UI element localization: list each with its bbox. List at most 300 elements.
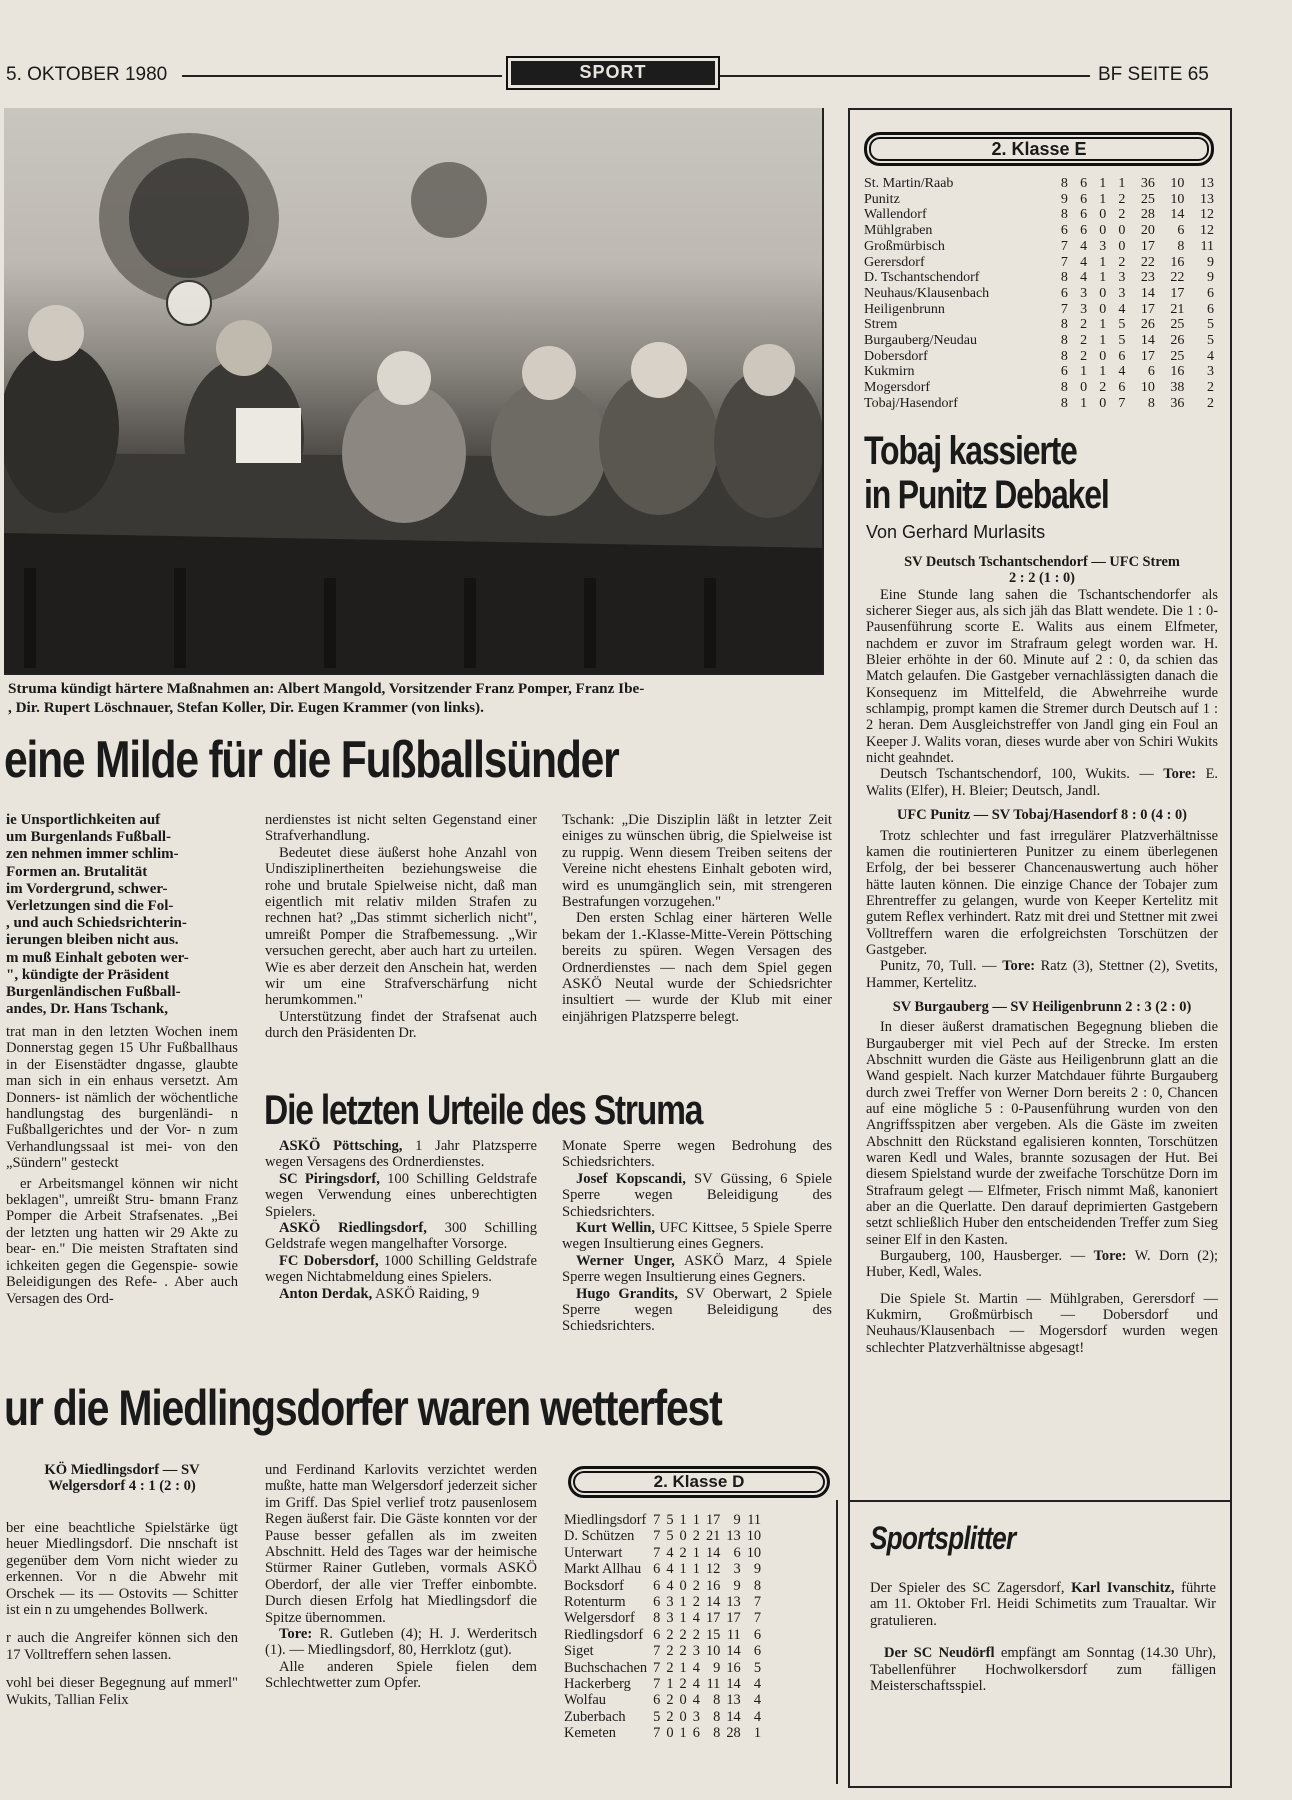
- standings-row: [864, 207, 1214, 223]
- team-name: Rotenturm: [564, 1594, 626, 1611]
- article-tobaj: [866, 554, 1218, 1356]
- right-column-divider: [848, 1500, 1230, 1502]
- lead-line: , und auch Schiedsrichterin-: [6, 915, 187, 932]
- stat-cell: 11: [726, 1626, 741, 1643]
- stat-cell: 0: [1099, 223, 1107, 239]
- stat-cell: 8: [1060, 395, 1068, 411]
- team-name: Dobersdorf: [864, 348, 928, 364]
- stat-cell: 5: [753, 1659, 762, 1676]
- paragraph: [866, 958, 1218, 991]
- standings-row: [564, 1512, 761, 1528]
- stat-cell: 4: [1207, 348, 1214, 364]
- stat-cell: 14: [726, 1676, 741, 1693]
- stat-cell: 1: [679, 1561, 687, 1578]
- stat-cell: 6: [1080, 191, 1088, 207]
- stat-cell: 10: [746, 1528, 762, 1545]
- stat-cell: 17: [705, 1512, 721, 1528]
- stat-cell: 4: [692, 1659, 700, 1676]
- team-name: Tobaj/Hasendorf: [864, 395, 958, 411]
- stat-cell: 10: [1170, 176, 1185, 191]
- stat-cell: 6: [733, 1544, 741, 1561]
- verdict-name: Werner Unger,: [576, 1252, 675, 1269]
- stat-cell: 8: [713, 1692, 721, 1709]
- paragraph: Alle anderen Spiele fielen dem Schlechtwetter zum Opfer.: [265, 1658, 537, 1692]
- headline-main: eine Milde für die Fußballsünder: [4, 731, 619, 789]
- stat-cell: 25: [1140, 191, 1155, 207]
- team-name: Unterwart: [564, 1544, 623, 1561]
- standings-row: [564, 1545, 761, 1561]
- team-name: Markt Allhau: [564, 1561, 642, 1578]
- stat-cell: 28: [1140, 207, 1155, 223]
- team-name: Kukmirn: [864, 364, 915, 380]
- verdict-text: Monate Sperre wegen Bedrohung des Schiedsrichters.: [562, 1138, 832, 1171]
- page-date: 5. OKTOBER 1980: [6, 64, 168, 85]
- stat-cell: 6: [1118, 348, 1126, 364]
- paragraph: Die Spiele St. Martin — Mühlgraben, Gerersdorf — Kukmirn, Großmürbisch — Dobersdorf und Neuhaus/Klausenbach — Mogersdorf wurden wegen schlechter Platzverhältnisse abgesagt!: [866, 1290, 1218, 1356]
- stat-cell: 6: [653, 1692, 661, 1709]
- stat-cell: 22: [1140, 254, 1155, 270]
- stat-cell: 38: [1170, 380, 1185, 396]
- stat-cell: 0: [1099, 395, 1107, 411]
- paragraph: Den ersten Schlag einer härteren Welle bekam der 1.-Klasse-Mitte-Verein Pöttsching bereits zu spüren. Wegen Versagen des Ordnerdienstes — nach dem Spiel gegen ASKÖ Neutal wurde der Schiedsrichter insultiert — wurde der Klub mit einer einjährigen Platzsperre belegt.: [562, 910, 832, 1025]
- stat-cell: 11: [706, 1676, 721, 1693]
- article-wetter-col2: [265, 1462, 537, 1692]
- stat-cell: 9: [1207, 254, 1214, 270]
- paragraph: ber eine beachtliche Spielstärke ügt heuer Miedlingsdorf. Die nnschaft ist gegenüber dem Vorn nicht wieder zu erkennen. Vor n die Abwehr mit Orschek — its — Ostovits — Schitter ist ein n zu umgehendes Bollwerk.: [6, 1520, 238, 1619]
- stat-cell: 2: [1207, 395, 1214, 411]
- stat-cell: 16: [1170, 254, 1185, 270]
- verdict-text: SV Güssing, 6 Spiele Sperre wegen Beleidigung des Schiedsrichters.: [562, 1170, 832, 1220]
- stat-cell: 5: [1207, 333, 1214, 349]
- standings-table-e: [864, 176, 1214, 412]
- photo-caption-line-1: Struma kündigt härtere Maßnahmen an: Albert Mangold, Vorsitzender Franz Pomper, Franz Ibe-: [8, 680, 645, 697]
- standings-row: [564, 1561, 761, 1577]
- stat-cell: 7: [753, 1610, 762, 1627]
- stat-cell: 0: [1118, 238, 1126, 254]
- stat-cell: 2: [1099, 380, 1107, 396]
- article-wetter-col1: [6, 1520, 238, 1708]
- stat-cell: 7: [653, 1659, 661, 1676]
- stat-cell: 13: [726, 1692, 741, 1709]
- verdict-name: ASKÖ Riedlingsdorf,: [279, 1220, 427, 1237]
- stat-cell: 4: [1080, 270, 1088, 286]
- attendance: Burgauberg, 100, Hausberger. —: [880, 1248, 1086, 1265]
- verdict: [562, 1220, 832, 1253]
- stat-cell: 12: [1200, 207, 1214, 223]
- stat-cell: 4: [666, 1561, 674, 1578]
- team-name: Miedlingsdorf: [564, 1512, 647, 1528]
- stat-cell: 1: [692, 1512, 700, 1528]
- stat-cell: 16: [726, 1659, 741, 1676]
- stat-cell: 2: [666, 1659, 674, 1676]
- stat-cell: 25: [1170, 317, 1185, 333]
- stat-cell: 6: [1207, 285, 1214, 301]
- team-name: Riedlingsdorf: [564, 1626, 644, 1643]
- stat-cell: 3: [1118, 270, 1126, 286]
- lead-line: andes, Dr. Hans Tschank,: [6, 1001, 169, 1018]
- section-label-box: [506, 56, 720, 90]
- stat-cell: 0: [679, 1692, 687, 1709]
- stat-cell: 2: [666, 1643, 674, 1660]
- stat-cell: 26: [1170, 333, 1185, 349]
- stat-cell: 3: [692, 1643, 700, 1660]
- standings-row: [864, 317, 1214, 333]
- headline-sportsplitter: Sportsplitter: [870, 1520, 1016, 1556]
- match-title: SV Burgauberg — SV Heiligenbrunn 2 : 3 (2 : 0): [892, 998, 1192, 1015]
- stat-cell: 4: [1080, 238, 1088, 254]
- stat-cell: 2: [1080, 348, 1088, 364]
- stat-cell: 7: [653, 1544, 661, 1561]
- team-name: Gerersdorf: [864, 254, 925, 270]
- stat-cell: 0: [679, 1708, 687, 1725]
- stat-cell: 9: [1060, 191, 1068, 207]
- stat-cell: 10: [1170, 191, 1185, 207]
- article-main-col2: [265, 812, 537, 1042]
- stat-cell: 2: [1118, 207, 1126, 223]
- stat-cell: 8: [1060, 317, 1068, 333]
- stat-cell: 2: [666, 1626, 674, 1643]
- tore-label: Tore:: [1002, 958, 1036, 975]
- stat-cell: 6: [1147, 364, 1155, 380]
- stat-cell: 1: [1099, 176, 1107, 191]
- stat-cell: 9: [1207, 270, 1214, 286]
- standings-row: [864, 223, 1214, 239]
- paragraph: Unterstützung findet der Strafsenat auch durch den Präsidenten Dr.: [265, 1008, 537, 1042]
- section-label: SPORT: [579, 62, 647, 82]
- standings-row: [864, 255, 1214, 271]
- tore-label: Tore:: [1093, 1248, 1127, 1265]
- team-name: Wallendorf: [864, 207, 927, 223]
- paragraph: und Ferdinand Karlovits verzichtet werden mußte, hatte man Welgersdorf jederzeit sicher im Griff. Das Spiel verlief trotz pausenlosem Regen äußerst fair. Die Gäste konnten vor der Pause besser gefallen als im zweiten Abschnitt. Held des Tages war der heimische Stürmer Rainer Gutleben, vormals ASKÖ Oberdorf, der alle vier Treffer einbombte. Durch diesen Erfolg hat Miedlingsdorf die Spitze übernommen.: [265, 1462, 537, 1626]
- stat-cell: 3: [1118, 285, 1126, 301]
- stat-cell: 3: [1099, 238, 1107, 254]
- stat-cell: 6: [1060, 364, 1068, 380]
- paragraph: Trotz schlechter und fast irregulärer Platzverhältnisse kamen die routinierteren Punitzer zu einem überlegenen Erfolg, der bei besserer Chancenauswertung auch höher hätte lauten können. Die einzige Chance der Tobajer zum Ehrentreffer zu gelangen, wurde von Keeper Kertelitz mit gutem Reflex verhindert. Ratz mit drei und Stettner mit zwei Volltreffern waren die erfolgreichsten Torschützen der Gastgeber.: [866, 827, 1218, 958]
- team-name: Punitz: [864, 191, 900, 207]
- stat-cell: 13: [726, 1594, 741, 1611]
- headline-urteile: Die letzten Urteile des Struma: [264, 1086, 703, 1133]
- stat-cell: 7: [1060, 254, 1068, 270]
- stat-cell: 1: [679, 1512, 687, 1528]
- page-number: BF SEITE 65: [1098, 64, 1209, 85]
- verdict: [562, 1253, 832, 1286]
- verdict-text: 300 Schilling Geldstrafe wegen mangelhafter Vorsorge.: [265, 1220, 538, 1253]
- verdict: [265, 1286, 537, 1302]
- stat-cell: 6: [653, 1626, 661, 1643]
- standings-row: [864, 364, 1214, 380]
- stat-cell: 3: [733, 1561, 741, 1578]
- team-name: Burgauberg/Neudau: [864, 333, 978, 349]
- stat-cell: 14: [1170, 207, 1185, 223]
- match-title: UFC Punitz — SV Tobaj/Hasendorf 8 : 0 (4 : 0): [897, 807, 1187, 824]
- stat-cell: 4: [1118, 364, 1126, 380]
- team-name: Buchschachen: [564, 1659, 648, 1676]
- team-name: Bocksdorf: [564, 1577, 624, 1594]
- table-e-title-pill: [864, 132, 1214, 166]
- stat-cell: 0: [1080, 380, 1088, 396]
- standings-row: [564, 1643, 761, 1659]
- standings-row: [864, 176, 1214, 192]
- stat-cell: 13: [726, 1528, 741, 1545]
- team-name: Hackerberg: [564, 1676, 631, 1693]
- stat-cell: 12: [705, 1561, 721, 1578]
- stat-cell: 6: [692, 1725, 700, 1742]
- table-e-title: 2. Klasse E: [991, 139, 1087, 159]
- lower-divider: [836, 1500, 838, 1784]
- stat-cell: 3: [666, 1610, 674, 1627]
- team-name: St. Martin/Raab: [864, 176, 954, 191]
- standings-row: [864, 239, 1214, 255]
- team-name: Mühlgraben: [864, 223, 933, 239]
- verdict-name: Hugo Grandits,: [576, 1285, 678, 1302]
- stat-cell: 2: [679, 1626, 687, 1643]
- stat-cell: 26: [1140, 317, 1155, 333]
- paragraph: In dieser äußerst dramatischen Begegnung blieben die Burgauberger mit viel Pech auf der Strecke. Im ersten Abschnitt wurden die Gäste aus Heiligenbrunn glatt an die Wand gespielt. Nach kurzer Matchdauer führte Burgauberg durch zwei Treffer von Werner Dorn bereits 2 : 0, Chancen auf eine mögliche 5 : 0-Pausenführung wurden von den Angriffsspitzen aber vergeben. Als die Gäste im zweiten Abschnitt den Rückstand egalisieren konnten, Torschützen waren Kedl und Wales, brannte sozusagen der Hut. Bei diesem Spielstand wurde der zweifache Torschütze Dorn im Strafraum gelegt — Elfmeter, Frisch nimmt Maß, kanoniert aber an die Querlatte. Den darauf deprimierten Gastgebern setzt schließlich Huber den entscheidenden Treffer zum Sieg seiner Elf in den Kasten.: [866, 1019, 1218, 1248]
- stat-cell: 0: [666, 1725, 674, 1742]
- verdict-name: ASKÖ Pöttsching,: [279, 1138, 403, 1154]
- verdict: [265, 1171, 537, 1220]
- headline-wetterfest: ur die Miedlingsdorfer waren wetterfest: [4, 1380, 722, 1436]
- stat-cell: 1: [753, 1725, 762, 1742]
- stat-cell: 0: [1099, 348, 1107, 364]
- team-name: Großmürbisch: [864, 238, 945, 254]
- stat-cell: 4: [1080, 254, 1088, 270]
- tore-text: Ratz (3), Stettner (2), Svetits, Hammer, Kertelitz.: [866, 958, 1218, 991]
- table-d-title: 2. Klasse D: [653, 1472, 745, 1491]
- standings-row: [864, 270, 1214, 286]
- stat-cell: 14: [726, 1708, 741, 1725]
- stat-cell: 3: [1080, 301, 1088, 317]
- stat-cell: 11: [747, 1512, 762, 1528]
- standings-row: [564, 1594, 761, 1610]
- team-name: Heiligenbrunn: [864, 301, 945, 317]
- verdict-name: FC Dobersdorf,: [279, 1252, 379, 1269]
- stat-cell: 2: [692, 1626, 700, 1643]
- press-photo: [4, 108, 824, 675]
- coat-of-arms-emblem: [99, 133, 279, 325]
- stat-cell: 2: [1118, 254, 1126, 270]
- stat-cell: 2: [692, 1577, 700, 1594]
- stat-cell: 14: [726, 1643, 741, 1660]
- photo-caption-line-2: , Dir. Rupert Löschnauer, Stefan Koller, Dir. Eugen Krammer (von links).: [8, 699, 484, 716]
- stat-cell: 3: [1207, 364, 1214, 380]
- stat-cell: 2: [666, 1708, 674, 1725]
- team-name: Strem: [864, 317, 898, 333]
- stat-cell: 1: [1099, 364, 1107, 380]
- stat-cell: 2: [679, 1643, 687, 1660]
- stat-cell: 8: [753, 1577, 762, 1594]
- wall-emblem: [411, 162, 487, 238]
- verdict: [265, 1253, 537, 1286]
- stat-cell: 8: [1147, 395, 1155, 411]
- stat-cell: 1: [679, 1610, 687, 1627]
- stat-cell: 6: [1080, 207, 1088, 223]
- wetter-match-title: KÖ Miedlingsdorf — SV Welgersdorf 4 : 1 (2 : 0): [44, 1462, 200, 1495]
- verdict-text: SV Oberwart, 2 Spiele Sperre wegen Beleidigung des Schiedsrichters.: [562, 1285, 833, 1335]
- standings-row: [564, 1660, 761, 1676]
- stat-cell: 5: [666, 1512, 674, 1528]
- stat-cell: 15: [705, 1626, 721, 1643]
- stat-cell: 8: [1060, 380, 1068, 396]
- stat-cell: 1: [679, 1594, 687, 1611]
- header-rule-right: [720, 75, 1090, 77]
- header-rule-left: [182, 75, 502, 77]
- stat-cell: 0: [679, 1528, 687, 1545]
- stat-cell: 13: [1200, 176, 1214, 191]
- stat-cell: 2: [692, 1594, 700, 1611]
- stat-cell: 9: [753, 1561, 762, 1578]
- stat-cell: 8: [713, 1708, 721, 1725]
- stat-cell: 2: [1118, 191, 1126, 207]
- stat-cell: 3: [1080, 285, 1088, 301]
- stat-cell: 17: [1140, 301, 1155, 317]
- paragraph: Tschank: „Die Disziplin läßt in letzter Zeit einiges zu wünschen übrig, die Spielweise ist zu ruppig. Wenn diesem Treiben seitens der Vereine nicht ehestens Einhalt geboten wird, wird es unumgänglich sein, mit strengeren Bestrafungen vorzugehen.": [562, 812, 832, 911]
- stat-cell: 7: [753, 1594, 762, 1611]
- stat-cell: 6: [653, 1594, 661, 1611]
- table-d-title-pill: [568, 1466, 830, 1498]
- paragraph: [265, 1626, 537, 1659]
- verdict-text: 1 Jahr Platzsperre wegen Versagens des Ordnerdienstes.: [265, 1138, 538, 1171]
- stat-cell: 4: [753, 1676, 762, 1693]
- stat-cell: 8: [1060, 270, 1068, 286]
- tore-label: Tore:: [279, 1626, 313, 1643]
- standings-row: [564, 1692, 761, 1708]
- stat-cell: 14: [705, 1594, 721, 1611]
- team-name: D. Tschantschendorf: [864, 270, 980, 286]
- stat-cell: 11: [1200, 238, 1214, 254]
- stat-cell: 6: [1060, 223, 1068, 239]
- stat-cell: 16: [705, 1577, 721, 1594]
- stat-cell: 6: [1080, 223, 1088, 239]
- stat-cell: 1: [679, 1725, 687, 1742]
- team-name: Wolfau: [564, 1692, 606, 1709]
- stat-cell: 21: [1170, 301, 1185, 317]
- article-main-col1-body: [6, 1024, 238, 1307]
- stat-cell: 5: [1118, 317, 1126, 333]
- verdict-text: 100 Schilling Geldstrafe wegen Verwendung eines unberechtigten Spielers.: [265, 1170, 537, 1220]
- stat-cell: 2: [1080, 333, 1088, 349]
- stat-cell: 8: [1060, 333, 1068, 349]
- lead-line: ie Unsportlichkeiten auf: [6, 812, 161, 828]
- lead-line: Formen an. Brutalität: [6, 863, 148, 880]
- sportsplitter-body: [870, 1580, 1216, 1694]
- stat-cell: 3: [692, 1708, 700, 1725]
- tore-label: Tore:: [1163, 766, 1197, 783]
- lead-line: im Vordergrund, schwer-: [6, 880, 168, 897]
- paragraph: trat man in den letzten Wochen inem Donnerstag gegen 15 Uhr Fußballhaus in der Eisenstädter dngasse, glaubte man sich in ein enhaus versetzt. Am Donners- ist nämlich der wöchentliche handlungstag des burgenländi- n Fußballgerichtes und der Vor- n zum Verhandlungssaal ist mei- von den „Sündern" gesteckt: [6, 1024, 238, 1172]
- standings-row: [864, 380, 1214, 396]
- stat-cell: 2: [679, 1676, 687, 1693]
- stat-cell: 4: [692, 1676, 700, 1693]
- stat-cell: 0: [1099, 301, 1107, 317]
- verdict: [562, 1286, 832, 1335]
- paragraph: er Arbeitsmangel können wir nicht beklagen", umreißt Stru- bmann Franz Pomper die Arbeit Strafsenates. „Bei der letzten ung hatten wir 29 Akte zu bear- en." Die meisten Straftaten sind ichkeiten gegen die Gegenspie- sowie Beleidigungen des Refe- . Aber auch Versagen des Ord-: [6, 1175, 238, 1307]
- stat-cell: 14: [1140, 285, 1155, 301]
- stat-cell: 10: [705, 1643, 721, 1660]
- stat-cell: 1: [1099, 191, 1107, 207]
- team-name: Welgersdorf: [564, 1610, 635, 1627]
- stat-cell: 1: [1080, 364, 1088, 380]
- standings-row: [564, 1578, 761, 1594]
- stat-cell: 8: [1060, 207, 1068, 223]
- stat-cell: 6: [1177, 223, 1185, 239]
- verdict-text: ASKÖ Marz, 4 Spiele Sperre wegen Insultierung eines Gegners.: [562, 1252, 832, 1286]
- paragraph: Der Spieler des SC Zagersdorf, Karl Ivanschitz, führte am 11. Oktober Frl. Heidi Schimetits zum Traualtar. Wir gratulieren.: [870, 1580, 1216, 1629]
- stat-cell: 17: [726, 1610, 741, 1627]
- stat-cell: 10: [1140, 380, 1155, 396]
- tore-text: R. Gutleben (4); H. J. Werderitsch (1). — Miedlingsdorf, 80, Herrklotz (gut).: [265, 1626, 537, 1659]
- match-score: 2 : 2 (1 : 0): [1009, 570, 1075, 587]
- paragraph: Eine Stunde lang sahen die Tschantschendorfer als sicherer Sieger aus, als sich jäh das Blatt wendete. Die 1 : 0-Pausenführung scorte E. Walits aus einem Elfmeter, nachdem er zuvor im Strafraum gelegt worden war. H. Bleier erhöhte in der 60. Minute auf 2 : 0, da schien das Match gelaufen. Die Gastgeber vernachlässigten danach die Konsequenz im Mittelfeld, die Abwehrreihe wurde schlampig, prompt kamen die Stremer durch Deutsch auf 1 : 2 heran. Dem Ausgleichstreffer von Jandl ging ein Foul an Keeper J. Walits voran, dieses wurde aber von Schiri Wukits nicht geahndet.: [866, 586, 1218, 767]
- stat-cell: 1: [692, 1544, 700, 1561]
- stat-cell: 36: [1170, 395, 1185, 411]
- standings-row: [564, 1610, 761, 1626]
- stat-cell: 9: [733, 1512, 741, 1528]
- stat-cell: 1: [1099, 333, 1107, 349]
- team-name: Kemeten: [564, 1725, 616, 1742]
- verdict-name: SC Piringsdorf,: [279, 1170, 380, 1187]
- stat-cell: 25: [1170, 348, 1185, 364]
- paragraph: Der SC Neudörfl empfängt am Sonntag (14.30 Uhr), Tabellenführer Hochwolkersdorf zum fälligen Meisterschaftsspiel.: [870, 1645, 1217, 1695]
- verdict-text: 1000 Schilling Geldstrafe wegen Nichtabmeldung eines Spielers.: [265, 1252, 537, 1286]
- paragraph: nerdienstes ist nicht selten Gegenstand einer Strafverhandlung.: [265, 812, 537, 845]
- headline-tobaj-1: Tobaj kassierte: [864, 429, 1077, 473]
- stat-cell: 17: [1140, 348, 1155, 364]
- stat-cell: 7: [653, 1725, 661, 1742]
- lead-line: m muß Einhalt geboten wer-: [6, 949, 189, 966]
- paragraph: Bedeutet diese äußerst hohe Anzahl von Undisziplinertheiten beziehungsweise die rohe und brutale Spielweise nicht, daß man eigentlich mit relativ milden Strafen zu rechnen hat? „Das stimmt sicherlich nicht", umreißt Pomper die Strafbemessung. „Wir versuchen gerecht, aber auch hart zu urteilen. Wie es aber derzeit den Anschein hat, werden wir um eine Strafverschärfung nicht herumkommen.": [265, 844, 537, 1009]
- verdict-name: Kurt Wellin,: [576, 1220, 656, 1237]
- stat-cell: 4: [753, 1692, 762, 1709]
- stat-cell: 2: [666, 1692, 674, 1709]
- stat-cell: 1: [1118, 176, 1126, 191]
- stat-cell: 0: [1099, 285, 1107, 301]
- verdict-name: Josef Kopscandi,: [576, 1170, 686, 1187]
- standings-row: [864, 192, 1214, 208]
- stat-cell: 6: [1080, 176, 1088, 191]
- stat-cell: 7: [1118, 395, 1126, 411]
- paragraph: [866, 766, 1218, 799]
- tore-text: W. Dorn (2); Huber, Kedl, Wales.: [866, 1248, 1218, 1281]
- standings-row: [864, 333, 1214, 349]
- team-name: D. Schützen: [564, 1528, 635, 1545]
- stat-cell: 0: [1099, 207, 1107, 223]
- stat-cell: 1: [692, 1561, 700, 1578]
- headline-tobaj-2: in Punitz Debakel: [864, 473, 1109, 517]
- stat-cell: 1: [1080, 395, 1088, 411]
- stat-cell: 10: [746, 1544, 762, 1561]
- stat-cell: 3: [666, 1594, 674, 1611]
- stat-cell: 2: [679, 1544, 687, 1561]
- stat-cell: 17: [1140, 238, 1155, 254]
- byline: Von Gerhard Murlasits: [866, 522, 1046, 542]
- stat-cell: 5: [666, 1528, 674, 1545]
- paragraph: vohl bei dieser Begegnung auf mmerl" Wukits, Tallian Felix: [6, 1675, 238, 1708]
- stat-cell: 1: [1099, 270, 1107, 286]
- stat-cell: 8: [1177, 238, 1185, 254]
- stat-cell: 22: [1170, 270, 1185, 286]
- article-main-col3: [562, 812, 832, 1025]
- stat-cell: 2: [1207, 380, 1214, 396]
- lead-line: um Burgenlands Fußball-: [6, 829, 172, 846]
- stat-cell: 17: [705, 1610, 721, 1627]
- team-name: Neuhaus/Klausenbach: [864, 285, 990, 301]
- lead-line: zen nehmen immer schlim-: [6, 846, 179, 863]
- stat-cell: 6: [653, 1561, 661, 1578]
- stat-cell: 6: [1207, 301, 1214, 317]
- verdict-text: UFC Kittsee, 5 Spiele Sperre wegen Insultierung eines Gegners.: [562, 1220, 832, 1253]
- stat-cell: 5: [1207, 317, 1214, 333]
